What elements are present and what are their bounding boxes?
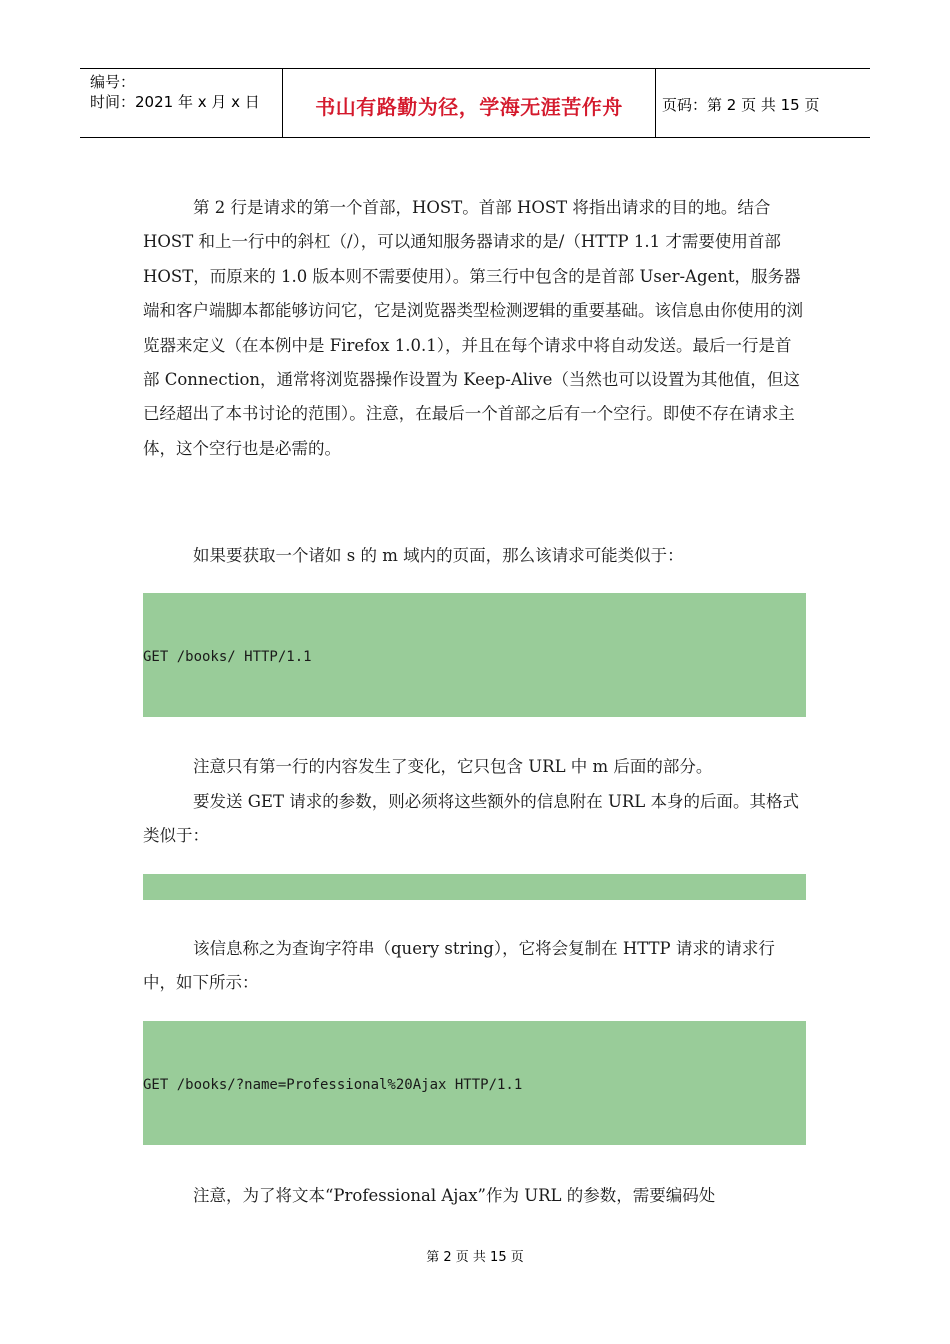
code-line: GET /books/?name=Professional%20Ajax HTTP/1.1 [143,1076,523,1093]
document-time-label: 时间：2021 年 x 月 x 日 [90,93,260,111]
paragraph-get-params: 要发送 GET 请求的参数，则必须将这些额外的信息附在 URL 本身的后面。其格式类似于： [143,792,799,846]
header-meta-cell [80,69,283,137]
document-number-label: 编号： [90,73,136,91]
paragraph-request-intro: 如果要获取一个诸如 s 的 m 域内的页面，那么该请求可能类似于： [193,546,684,565]
paragraph-first-line-note: 注意只有第一行的内容发生了变化，它只包含 URL 中 m 后面的部分。 [193,757,713,776]
header-motto: 书山有路勤为径，学海无涯苦作舟 [315,95,623,119]
page-footer: 第 2 页 共 15 页 [426,1250,524,1265]
paragraph-encoding-note: 注意，为了将文本“Professional Ajax”作为 URL 的参数，需要编码处 [193,1186,716,1205]
paragraph-host-explanation: 第 2 行是请求的第一个首部，HOST。首部 HOST 将指出请求的目的地。结合 HOST 和上一行中的斜杠（/），可以通知服务器请求的是/（HTTP 1.1 才需要使用首部 HOST，而原来的 1.0 版本则不需要使用）。第三行中包含的是首部 User-Agent，服务器端和客户端脚本都能够访问它，它是浏览器类型检测逻辑的重要基础。该信息由你使用的浏览器来定义（在本例中是 Firefox 1.0.1），并且在每个请求中将自动发送。最后一行是首部 Connection，通常将浏览器操作设置为 Keep-Alive（当然也可以设置为其他值，但这已经超出了本书讨论的范围）。注意，在最后一个首部之后有一个空行。即使不存在请求主体，这个空行也是必需的。 [143,198,803,458]
code-block-query-format [143,874,806,900]
header-page-info: 页码：第 2 页 共 15 页 [662,96,820,114]
code-line: GET /books/ HTTP/1.1 [143,648,312,665]
paragraph-query-string: 该信息称之为查询字符串（query string），它将会复制在 HTTP 请求的请求行中，如下所示： [143,939,775,993]
header-page-cell [656,69,870,137]
code-block-query-request [143,1021,806,1145]
code-block-get-request [143,593,806,717]
header-motto-cell [283,69,656,137]
document-header [80,68,870,138]
